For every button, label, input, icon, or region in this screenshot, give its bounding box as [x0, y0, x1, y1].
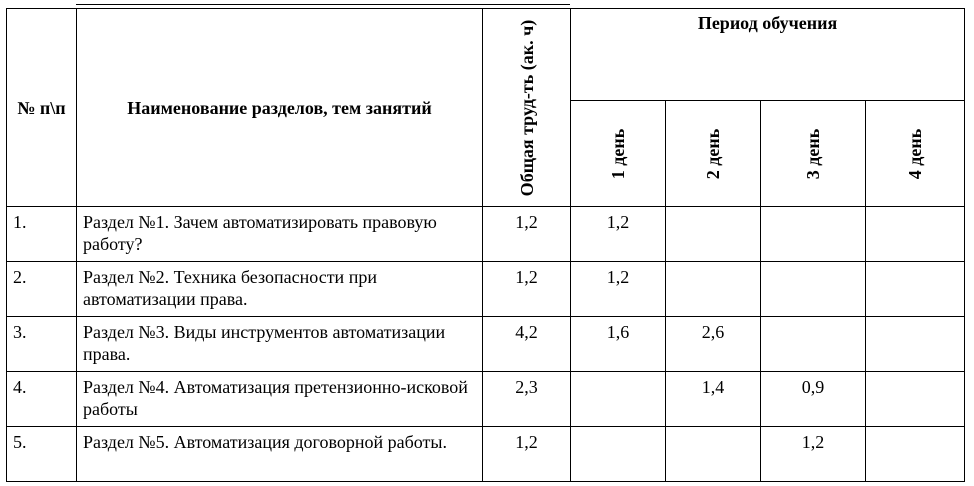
total-hours-label: Общая труд-ть (ак. ч) — [516, 19, 537, 196]
day-4-hours — [866, 317, 965, 372]
total-hours: 2,3 — [483, 372, 571, 427]
day-2-hours: 1,4 — [666, 372, 761, 427]
day-1-hours: 1,6 — [571, 317, 666, 372]
total-hours: 4,2 — [483, 317, 571, 372]
total-hours: 1,2 — [483, 207, 571, 262]
day-2-label: 2 день — [703, 128, 723, 179]
day-2-hours — [666, 262, 761, 317]
day-3-hours: 1,2 — [761, 427, 866, 482]
day-1-hours: 1,2 — [571, 262, 666, 317]
section-name: Раздел №5. Автоматизация договорной работы. — [77, 427, 483, 482]
day-4-hours — [866, 427, 965, 482]
day-3-hours: 0,9 — [761, 372, 866, 427]
section-name: Раздел №2. Техника безопасности при автоматизации права. — [77, 262, 483, 317]
section-name: Раздел №1. Зачем автоматизировать правовую работу? — [77, 207, 483, 262]
day-2-hours — [666, 207, 761, 262]
day-3-header — [761, 101, 866, 207]
row-number: 3. — [7, 317, 77, 372]
day-4-hours — [866, 262, 965, 317]
day-1-label: 1 день — [608, 128, 628, 179]
day-2-hours — [666, 427, 761, 482]
row-number: 1. — [7, 207, 77, 262]
header-row — [7, 9, 965, 101]
row-number: 4. — [7, 372, 77, 427]
day-2-header — [666, 101, 761, 207]
day-1-hours: 1,2 — [571, 207, 666, 262]
name-column-header: Наименование разделов, тем занятий — [77, 9, 483, 207]
day-3-hours — [761, 317, 866, 372]
total-hours: 1,2 — [483, 262, 571, 317]
total-hours: 1,2 — [483, 427, 571, 482]
day-3-hours — [761, 207, 866, 262]
day-4-label: 4 день — [905, 128, 926, 179]
table-row — [7, 427, 965, 482]
section-name: Раздел №3. Виды инструментов автоматизации права. — [77, 317, 483, 372]
day-1-hours — [571, 427, 666, 482]
day-4-hours — [866, 372, 965, 427]
number-column-header: № п\п — [7, 9, 77, 207]
day-4-header — [866, 101, 965, 207]
section-name: Раздел №4. Автоматизация претензионно-исковой работы — [77, 372, 483, 427]
day-1-header — [571, 101, 666, 207]
day-1-hours — [571, 372, 666, 427]
total-hours-column-header — [483, 9, 571, 207]
top-rule — [76, 4, 570, 5]
row-number: 5. — [7, 427, 77, 482]
day-2-hours: 2,6 — [666, 317, 761, 372]
table-row — [7, 262, 965, 317]
table-row — [7, 372, 965, 427]
day-4-hours — [866, 207, 965, 262]
day-3-hours — [761, 262, 866, 317]
table-row — [7, 207, 965, 262]
training-plan-table — [6, 8, 965, 482]
row-number: 2. — [7, 262, 77, 317]
day-3-label: 3 день — [803, 128, 823, 179]
period-header: Период обучения — [571, 9, 965, 101]
table-row — [7, 317, 965, 372]
